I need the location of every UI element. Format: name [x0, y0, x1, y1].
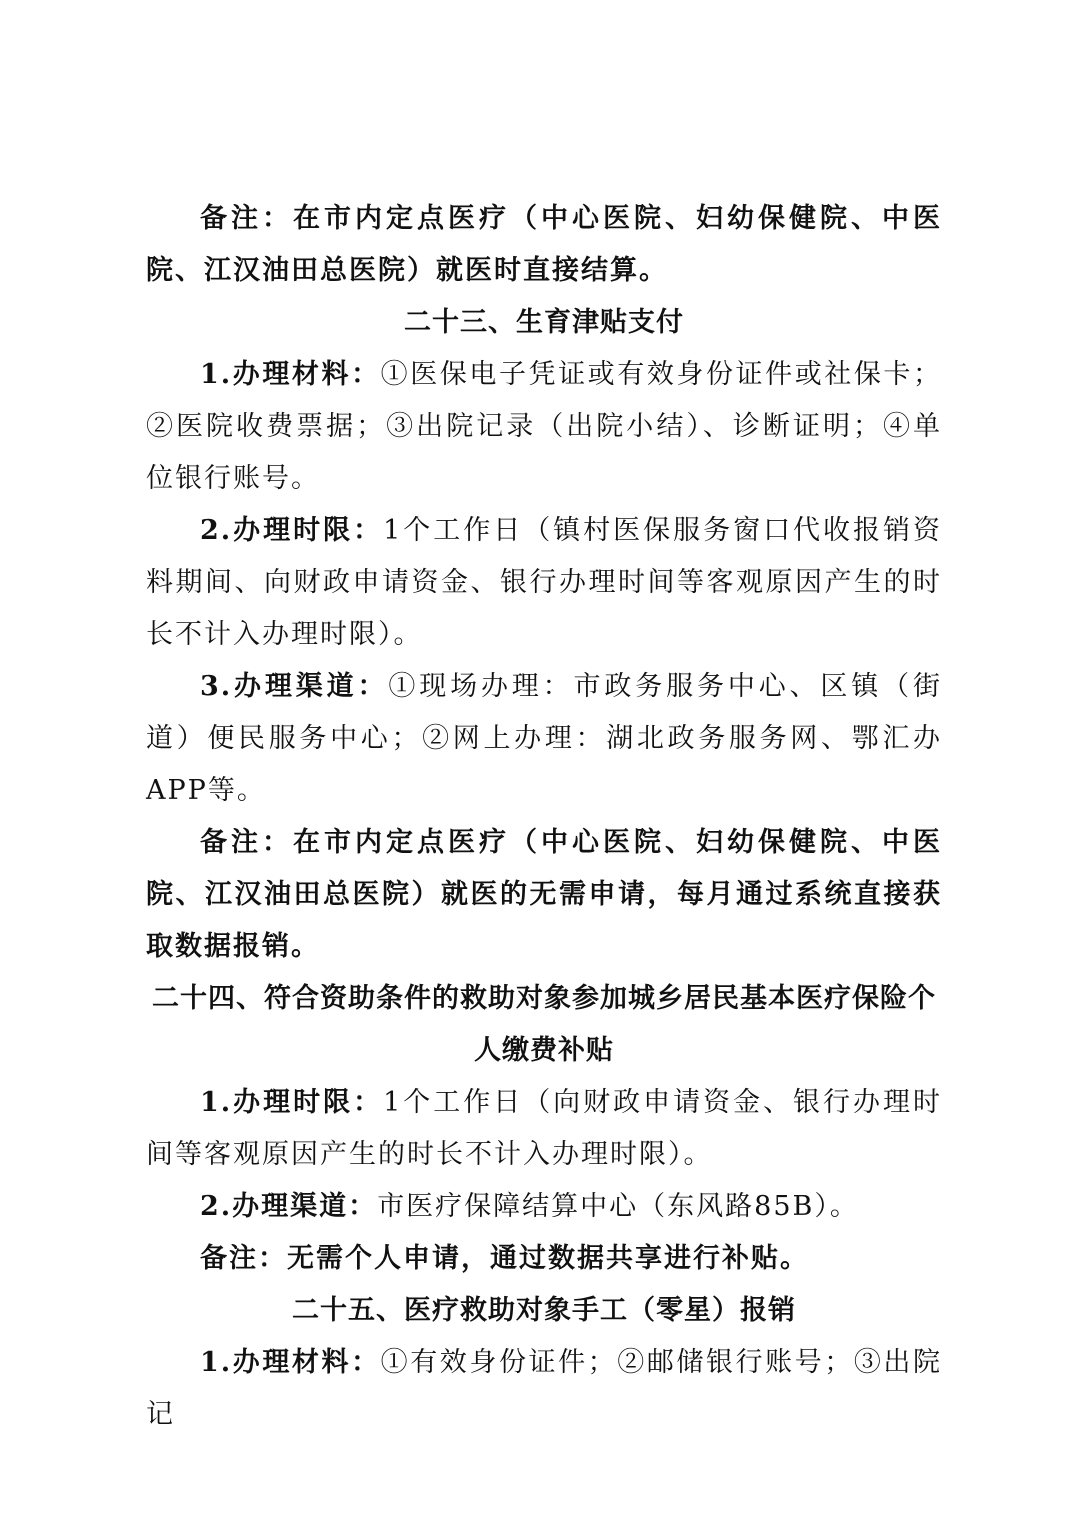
note-label: 备注：: [200, 1243, 287, 1274]
note-paragraph: [146, 193, 942, 297]
section-heading-23: 二十三、生育津贴支付: [404, 307, 684, 338]
item-channels: [146, 661, 942, 817]
item-text: 1个工作日（向财政申请资金、银行办理时间等客观原因产生的时长不计入办理时限）。: [146, 1087, 942, 1170]
item-text: ①现场办理：市政务服务中心、区镇（街道）便民服务中心；②网上办理：湖北政务服务网、鄂汇办APP等。: [146, 671, 943, 806]
note-label: 备注：: [200, 203, 293, 234]
item-materials: [146, 1337, 942, 1441]
item-label: 1.办理材料：: [200, 359, 381, 390]
item-label: 1.办理材料：: [200, 1347, 381, 1378]
note-paragraph: [146, 1233, 942, 1285]
item-materials: [146, 349, 942, 505]
section-heading-24: 二十四、符合资助条件的救助对象参加城乡居民基本医疗保险个人缴费补贴: [152, 983, 936, 1066]
document-body: [146, 193, 942, 1441]
note-text: 在市内定点医疗（中心医院、妇幼保健院、中医院、江汉油田总医院）就医的无需申请，每月通过系统直接获取数据报销。: [146, 827, 942, 962]
item-label: 3.办理渠道：: [200, 671, 389, 702]
item-label: 2.办理渠道：: [200, 1191, 378, 1222]
note-paragraph: [146, 817, 942, 973]
item-text: ①医保电子凭证或有效身份证件或社保卡；②医院收费票据；③出院记录（出院小结）、诊断证明；④单位银行账号。: [146, 359, 942, 494]
section-heading-25: 二十五、医疗救助对象手工（零星）报销: [292, 1295, 796, 1326]
item-label: 1.办理时限：: [200, 1087, 384, 1118]
item-time-limit: [146, 1077, 942, 1181]
note-label: 备注：: [200, 827, 293, 858]
item-text: 市医疗保障结算中心（东风路85B）。: [377, 1191, 859, 1222]
note-text: 在市内定点医疗（中心医院、妇幼保健院、中医院、江汉油田总医院）就医时直接结算。: [146, 203, 942, 286]
item-text: 1个工作日（镇村医保服务窗口代收报销资料期间、向财政申请资金、银行办理时间等客观原因产生的时长不计入办理时限）。: [146, 515, 942, 650]
item-time-limit: [146, 505, 942, 661]
item-label: 2.办理时限：: [200, 515, 384, 546]
note-text: 无需个人申请，通过数据共享进行补贴。: [287, 1243, 809, 1274]
item-text: ①有效身份证件；②邮储银行账号；③出院记: [146, 1347, 942, 1430]
item-channels: [146, 1181, 942, 1233]
